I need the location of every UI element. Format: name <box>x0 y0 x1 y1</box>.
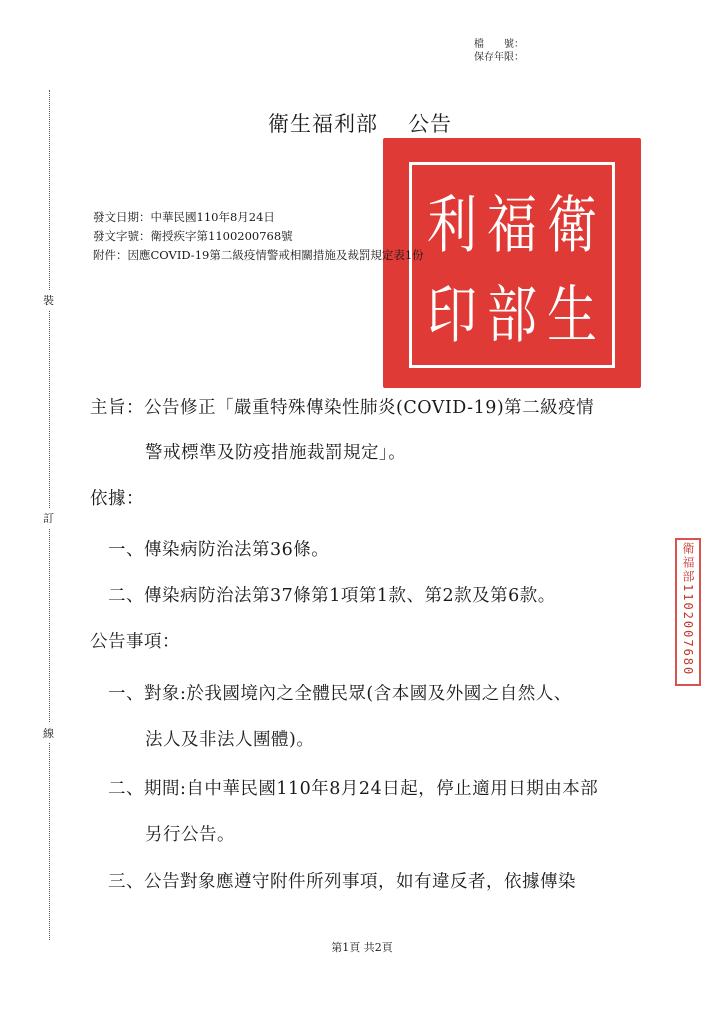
seal-char: 福 <box>487 188 537 262</box>
seal-char: 印 <box>427 278 477 352</box>
subject-line-1: 主旨：公告修正「嚴重特殊傳染性肺炎(COVID-19)第二級疫情 <box>90 398 595 418</box>
file-number-label: 檔 號： <box>474 39 524 50</box>
basis-item-1: 一、傳染病防治法第36條。 <box>108 540 330 560</box>
issue-date: 發文日期：中華民國110年8月24日 <box>93 210 275 224</box>
seal-frame <box>409 162 615 368</box>
notice-item-1-line-1: 一、對象:於我國境內之全體民眾(含本國及外國之自然人、 <box>108 684 572 704</box>
page-number: 第1頁 共2頁 <box>331 941 393 954</box>
retention-label: 保存年限： <box>474 52 524 63</box>
notice-item-2-line-1: 二、期間:自中華民國110年8月24日起，停止適用日期由本部 <box>108 779 599 799</box>
file-info <box>474 38 524 64</box>
document-type: 公告 <box>408 112 452 136</box>
subject-line-2: 警戒標準及防疫措施裁罰規定」。 <box>145 443 407 463</box>
seal-char: 部 <box>487 278 537 352</box>
binding-mark-ding: 訂 <box>43 508 54 528</box>
notice-item-1-line-2: 法人及非法人團體)。 <box>145 730 315 750</box>
receipt-stamp <box>675 538 701 686</box>
attachment-note: 附件：因應COVID-19第二級疫情警戒相關措施及裁罰規定表1份 <box>93 248 424 262</box>
receipt-stamp-text: 衛福部1102007680 <box>681 542 695 677</box>
seal-char: 生 <box>547 278 597 352</box>
official-seal <box>383 138 641 388</box>
page-title <box>268 108 452 138</box>
binding-mark-zhuang: 裝 <box>43 290 54 310</box>
document-number: 發文字號：衛授疾字第1100200768號 <box>93 229 293 243</box>
basis-item-2: 二、傳染病防治法第37條第1項第1款、第2款及第6款。 <box>108 586 556 606</box>
agency-name: 衛生福利部 <box>268 112 378 136</box>
basis-heading: 依據： <box>90 489 144 509</box>
notice-item-3-line-1: 三、公告對象應遵守附件所列事項，如有違反者，依據傳染 <box>108 872 576 892</box>
seal-char: 利 <box>427 188 477 262</box>
notice-heading: 公告事項： <box>90 632 180 652</box>
binding-mark-xian: 線 <box>43 723 54 743</box>
seal-char: 衛 <box>547 188 597 262</box>
notice-item-2-line-2: 另行公告。 <box>145 825 235 845</box>
